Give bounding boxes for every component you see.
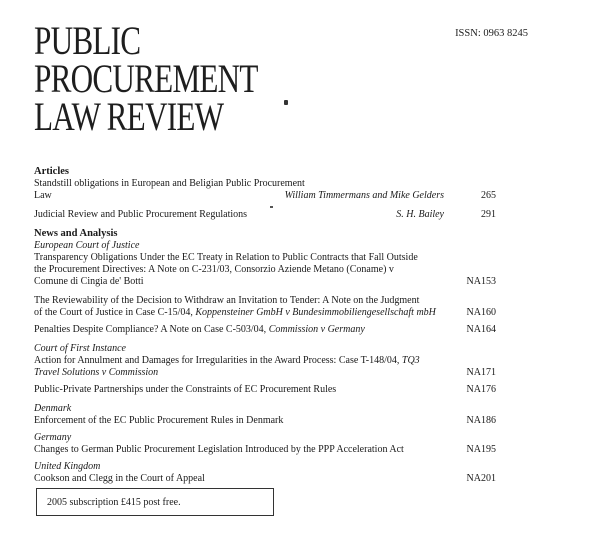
country-label: Germany [34, 432, 72, 443]
news-entry [34, 444, 496, 456]
news-entry [34, 295, 496, 319]
table-of-contents [34, 166, 496, 485]
page-number: NA160 [466, 307, 496, 318]
journal-masthead [34, 18, 258, 139]
masthead-line-3: LAW REVIEW [34, 94, 224, 139]
article-title-line: Law [34, 190, 52, 201]
news-title-line: Public-Private Partnerships under the Constraints of EC Procurement Rules [34, 384, 337, 395]
page-number: NA186 [466, 415, 496, 426]
news-entry [34, 355, 496, 379]
news-title-line: Changes to German Public Procurement Legislation Introduced by the PPP Acceleration Act [34, 444, 404, 455]
news-entry [34, 415, 496, 427]
country-label: Denmark [34, 403, 72, 414]
page-number: NA153 [466, 276, 496, 287]
page-number: NA201 [466, 473, 496, 484]
subscription-box: 2005 subscription £415 post free. [36, 488, 274, 516]
issn-number: ISSN: 0963 8245 [455, 28, 528, 39]
news-title-line: Transparency Obligations Under the EC Treaty in Relation to Public Contracts that Fall Outside [34, 252, 418, 263]
page-number: NA176 [466, 384, 496, 395]
news-entry [34, 473, 496, 485]
page-number: 291 [481, 209, 496, 220]
articles-heading: Articles [34, 166, 69, 177]
page-number: 265 [481, 190, 496, 201]
article-authors: William Timmermans and Mike Gelders [284, 190, 444, 201]
news-title-line: Travel Solutions v Commission [34, 367, 159, 378]
news-entry [34, 324, 496, 336]
news-title-plain: Action for Annulment and Damages for Irregularities in the Award Process: Case T-148/04, [34, 355, 402, 366]
page-number: NA171 [466, 367, 496, 378]
court-label: European Court of Justice [34, 240, 140, 251]
masthead-line-1: PUBLIC [34, 18, 141, 63]
article-title-line: Judicial Review and Public Procurement Regulations [34, 209, 248, 220]
court-label: Court of First Instance [34, 343, 126, 354]
news-title-plain: Penalties Despite Compliance? A Note on Case C-503/04, [34, 324, 269, 335]
page-number: NA195 [466, 444, 496, 455]
news-title-line: the Procurement Directives: A Note on C-231/03, Consorzio Aziende Metano (Coname) v [34, 264, 394, 275]
masthead-line-2: PROCUREMENT [34, 56, 258, 101]
news-title-italic: Koppensteiner GmbH v Bundesimmobiliengesellschaft mbH [195, 307, 436, 318]
news-entry [34, 384, 496, 396]
news-entry [34, 252, 496, 288]
article-authors: S. H. Bailey [396, 209, 444, 220]
ink-speck [284, 100, 288, 105]
news-title-line: Enforcement of the EC Public Procurement Rules in Denmark [34, 415, 284, 426]
news-title-line: Comune di Cingia de' Botti [34, 276, 144, 287]
article-title-line: Standstill obligations in European and Beligian Public Procurement [34, 178, 305, 189]
news-title-line [34, 307, 444, 319]
country-label: United Kingdom [34, 461, 101, 472]
news-title-line: The Reviewability of the Decision to Withdraw an Invitation to Tender: A Note on the Judgment [34, 295, 420, 306]
news-heading: News and Analysis [34, 228, 118, 239]
article-entry [34, 178, 496, 202]
page-number: NA164 [466, 324, 496, 335]
news-title-italic: TQ3 [401, 355, 420, 366]
news-title-plain: of the Court of Justice in Case C-15/04, [34, 307, 196, 318]
news-title-line [34, 324, 444, 336]
news-title-line [34, 355, 444, 367]
news-title-italic: Commission v Germany [268, 324, 365, 335]
news-title-line: Cookson and Clegg in the Court of Appeal [34, 473, 205, 484]
article-entry [34, 209, 496, 221]
